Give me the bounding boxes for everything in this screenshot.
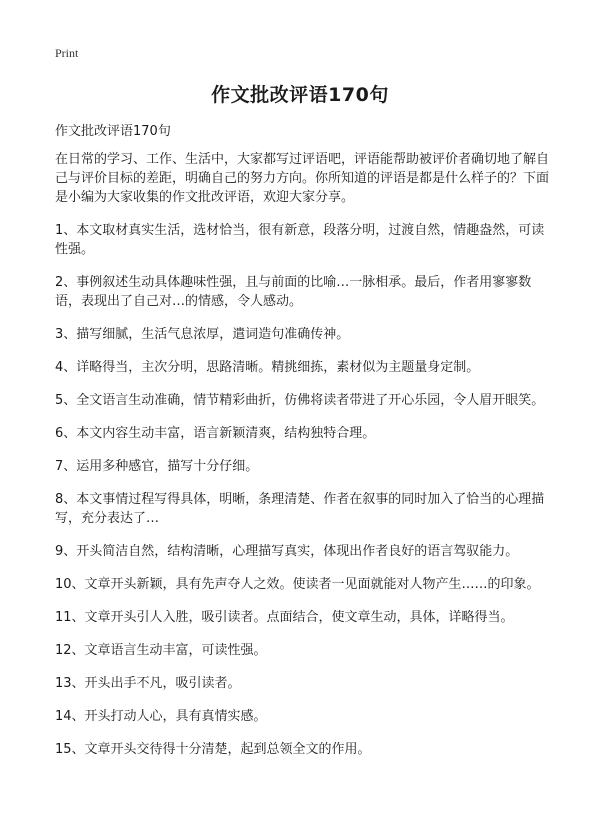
list-item: 9、开头简洁自然，结构清晰，心理描写真实，体现出作者良好的语言驾驭能力。 <box>55 544 519 559</box>
list-item: 4、详略得当，主次分明，思路清晰。精挑细拣，素材似为主题量身定制。 <box>55 360 480 375</box>
document-title: 作文批改评语170句 <box>211 84 389 106</box>
list-item: 3、描写细腻，生活气息浓厚，遣词造句准确传神。 <box>55 327 350 342</box>
list-item: 7、运用多种感官，描写十分仔细。 <box>55 459 259 474</box>
list-item: 1、本文取材真实生活，选材恰当，很有新意，段落分明，过渡自然，情趣盎然，可读性强。 <box>55 223 545 257</box>
list-item: 5、全文语言生动准确，情节精彩曲折，仿佛将读者带进了开心乐园，令人眉开眼笑。 <box>55 393 545 408</box>
list-item: 13、开头出手不凡，吸引读者。 <box>55 676 241 691</box>
intro-paragraph: 在日常的学习、工作、生活中，大家都写过评语吧，评语能帮助被评价者确切地了解自己与评价目标的差距，明确自己的努力方向。你所知道的评语是都是什么样子的？下面是小编为大家收集的作文批改评语，欢迎大家分享。 <box>55 152 550 205</box>
print-label: Print <box>55 46 79 60</box>
list-item: 15、文章开头交待得十分清楚，起到总领全文的作用。 <box>55 742 371 757</box>
list-item: 14、开头打动人心，具有真情实感。 <box>55 709 267 724</box>
document-body <box>55 150 550 759</box>
list-item: 6、本文内容生动丰富，语言新颖清爽，结构独特合理。 <box>55 426 376 441</box>
list-item: 2、事例叙述生动具体趣味性强，且与前面的比喻…一脉相承。最后，作者用寥寥数语，表现出了自己对…的情感，令人感动。 <box>55 275 532 309</box>
list-item: 10、文章开头新颖，具有先声夺人之效。使读者一见面就能对人物产生……的印象。 <box>55 577 540 592</box>
list-item: 8、本文事情过程写得具体，明晰，条理清楚、作者在叙事的同时加入了恰当的心理描写，充分表达了… <box>55 492 545 526</box>
list-item: 12、文章语言生动丰富，可读性强。 <box>55 643 267 658</box>
document-subtitle: 作文批改评语170句 <box>55 124 171 139</box>
list-item: 11、文章开头引人入胜，吸引读者。点面结合，使文章生动，具体，详略得当。 <box>55 610 514 625</box>
